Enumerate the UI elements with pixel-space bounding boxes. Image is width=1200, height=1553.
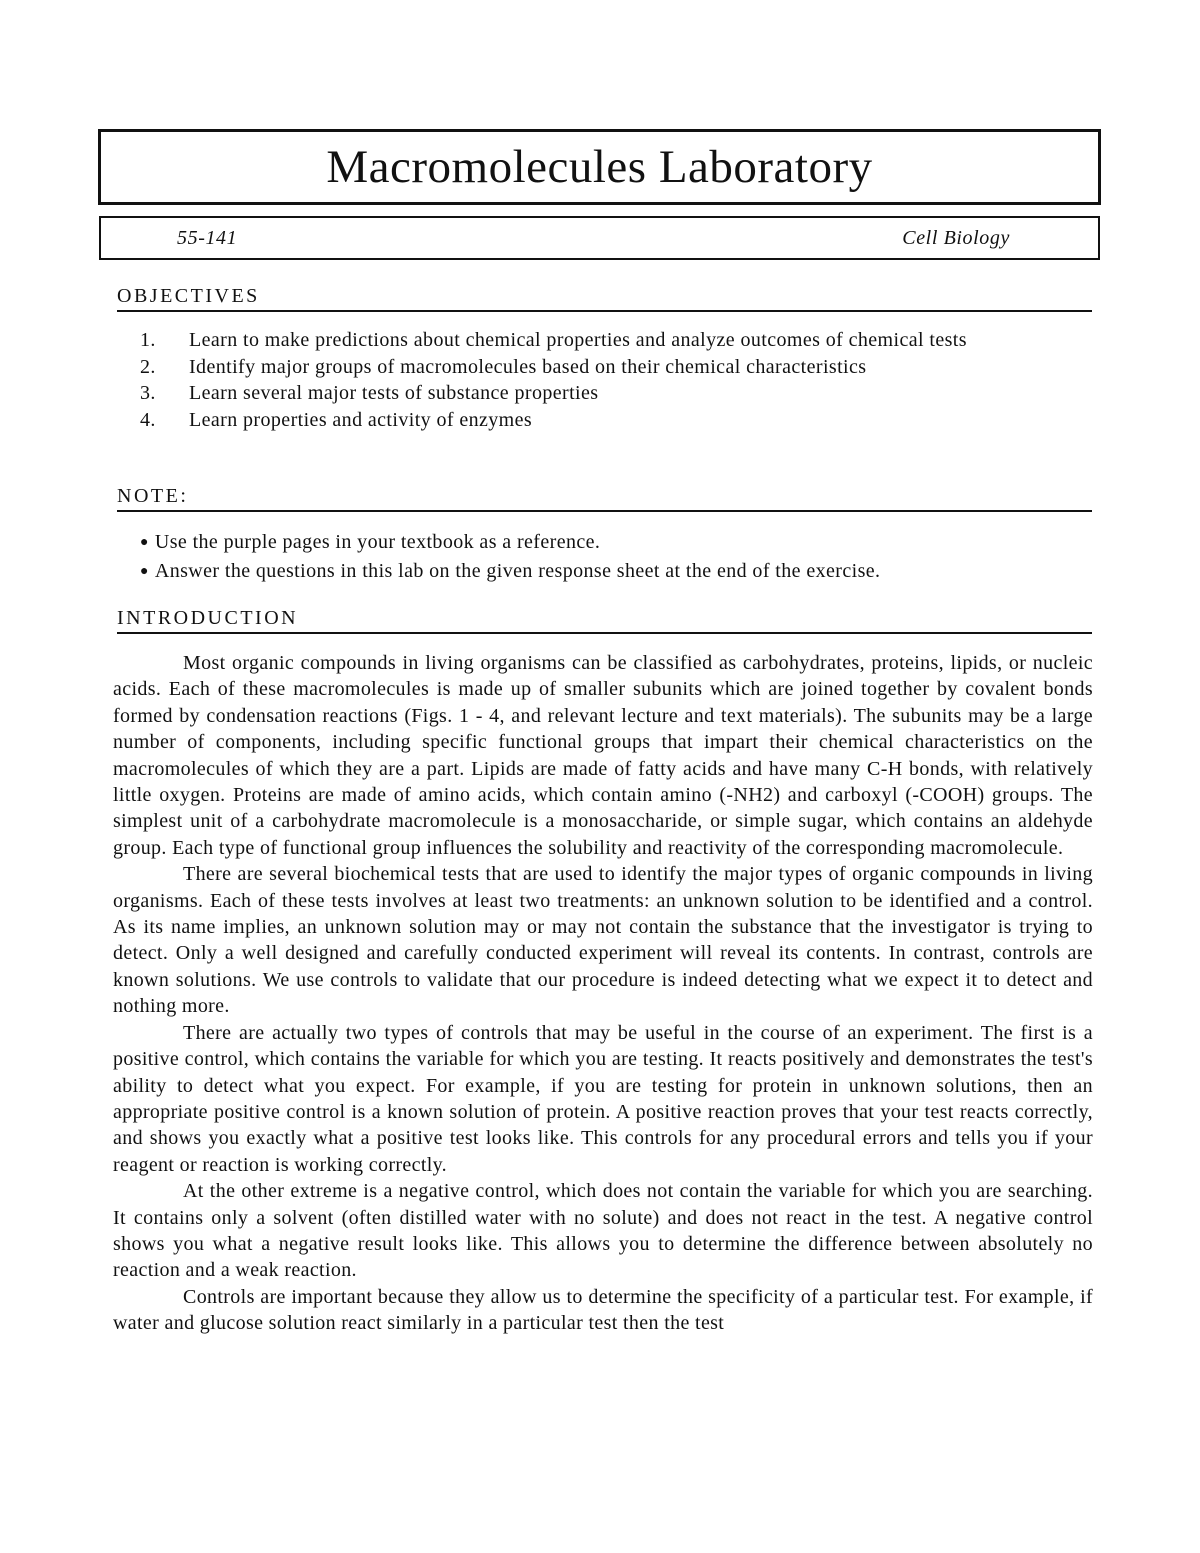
paragraph: Controls are important because they allow us to determine the specificity of a particular test. For example, if water and glucose solution react similarly in a particular test then the test [113,1285,1093,1335]
list-item [140,354,1040,381]
item-number: 4. [140,408,156,431]
list-item [140,327,1040,354]
item-text: Learn to make predictions about chemical properties and analyze outcomes of chemical tests [189,329,967,351]
list-item [140,380,1040,407]
title-box [98,129,1101,205]
item-text: Identify major groups of macromolecules based on their chemical characteristics [189,355,867,378]
document-title: Macromolecules Laboratory [326,141,873,193]
course-name: Cell Biology [902,227,1010,249]
paragraph: There are several biochemical tests that are used to identify the major types of organic compounds in living organisms. Each of these tests involves at least two treatments: an unknown solution to be identified and a control. As its name implies, an unknown solution may or may not contain the substance that the investigator is trying to detect. Only a well designed and carefully conducted experiment will reveal its contents. In contrast, controls are known solutions. We use controls to validate that our procedure is indeed detecting what we expect it to detect and nothing more. [113,863,1093,1018]
item-text: Learn several major tests of substance properties [189,382,599,404]
paragraph: There are actually two types of controls that may be useful in the course of an experiment. The first is a positive control, which contains the variable for which you are testing. It reacts positively and demonstrates the test's ability to detect what you expect. For example, if you are testing for protein in unknown solutions, then an appropriate positive control is a known solution of protein. A positive reaction proves that your test reacts correctly, and shows you exactly what a positive test looks like. This controls for any procedural errors and tells you if your reagent or reaction is working correctly. [113,1021,1093,1176]
objectives-list [140,327,1040,433]
bullet-icon: ● [140,535,149,550]
item-text: Answer the questions in this lab on the given response sheet at the end of the exercise. [154,560,881,582]
item-number: 1. [140,329,156,351]
note-list [140,528,1080,586]
objectives-heading: OBJECTIVES [117,285,1092,312]
item-text: Learn properties and activity of enzymes [189,408,533,431]
paragraph: At the other extreme is a negative control, which does not contain the variable for which you are searching. It contains only a solvent (often distilled water with no solute) and does not react in the test. A negative control shows you what a negative result looks like. This allows you to determine the difference between absolutely no reaction and a weak reaction. [113,1180,1093,1282]
paragraph: Most organic compounds in living organisms can be classified as carbohydrates, proteins, lipids, or nucleic acids. Each of these macromolecules is made up of smaller subunits which are joined together by covalent bonds formed by condensation reactions (Figs. 1 - 4, and relevant lecture and text materials). The subunits may be a large number of components, including specific functional groups that impart their chemical characteristics on the macromolecules of which they are a part. Lipids are made of fatty acids and have many C-H bonds, with relatively little oxygen. Proteins are made of amino acids, which contain amino (-NH2) and carboxyl (-COOH) groups. The simplest unit of a carbohydrate macromolecule is a monosaccharide, or simple sugar, which contains an aldehyde group. Each type of functional group influences the solubility and reactivity of the corresponding macromolecule. [113,652,1093,859]
list-item [140,407,1040,434]
bullet-icon: ● [140,564,149,579]
item-number: 3. [140,382,156,404]
course-info-box [99,216,1100,260]
item-text: Use the purple pages in your textbook as a reference. [154,531,601,553]
course-number: 55-141 [177,227,238,249]
introduction-body [113,650,1093,1337]
note-heading: NOTE: [117,485,1092,512]
list-item [140,557,1080,586]
introduction-heading: INTRODUCTION [117,607,1092,634]
item-number: 2. [140,355,156,378]
list-item [140,528,1080,557]
